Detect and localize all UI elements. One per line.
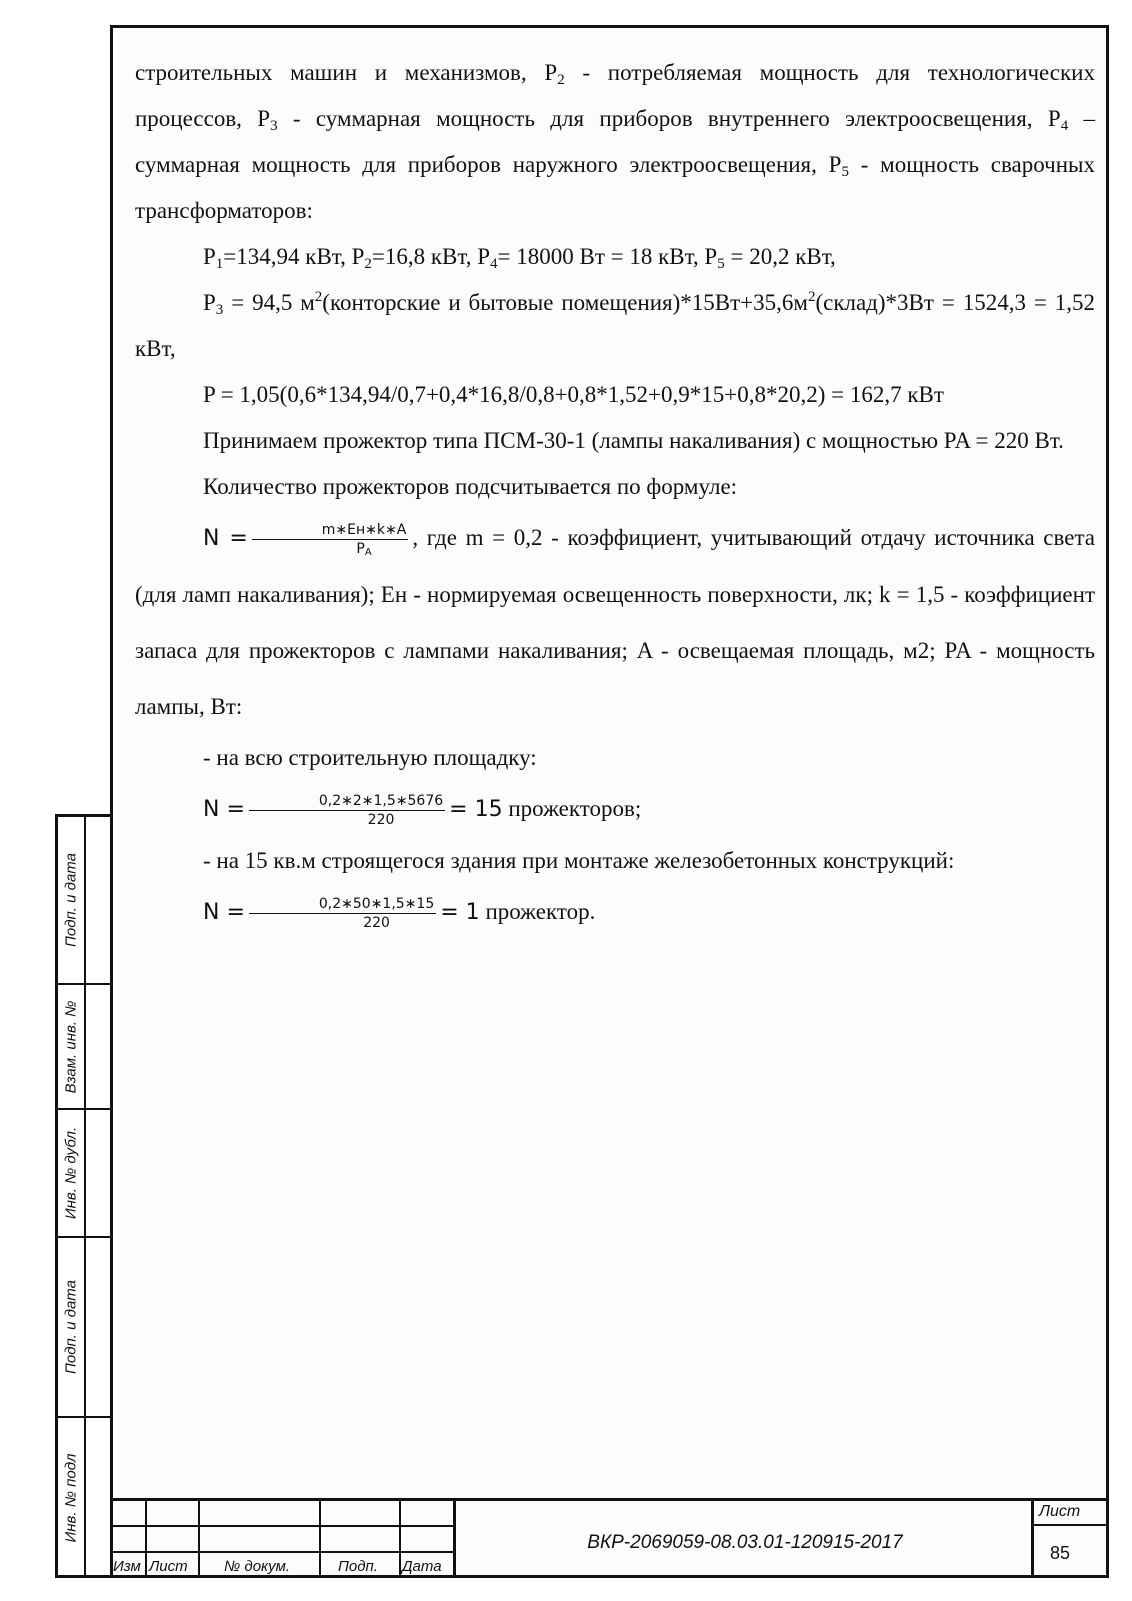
paragraph-p3: $P_3 = 94,5$ $м^2(конторские$ и бытовые $помещения)*15Вт+35,6м^2(склад)*3Вт = 1524,3 = 1,52$ кВт, xyxy=(135,289,1095,361)
stamp-list: Лист xyxy=(149,1558,188,1575)
paragraph-building: - на 15 кв.м строящегося здания при монтаже железобетонных конструкций: xyxy=(203,848,955,873)
side-stamp xyxy=(55,814,110,1578)
side-label: Подп. и дата xyxy=(62,853,80,947)
stamp-podp: Подп. xyxy=(338,1558,378,1575)
side-label: Взам. инв. № xyxy=(62,1000,80,1093)
paragraph-values: $P_1=134,94$ кВт, $P_2=16,8$ кВт, $P_4= 18000$ Вт = 18 кВт, $P_5 = 20,2$ кВт, xyxy=(203,244,836,272)
document-code: ВКР-2069059-08.03.01-120915-2017 xyxy=(587,1532,903,1553)
side-label: Инв. № дубл. xyxy=(62,1126,80,1220)
paragraph-formula-def: N = $\frac{m∗Eн∗k∗A}{P_A}$ , где m = 0,2 - коэффициент, учитывающий отдачу источника света (для ламп накаливания); Ен - нормируемая освещенность поверхности, лк; k = 1,5 - коэффициент запаса для прожекторов с лампами накаливания; A - освещаемая площадь, м2; PA - мощность лампы, Вт: xyxy=(135,522,1095,719)
formula-lhs: N = xyxy=(203,526,248,551)
side-cell-sign-date-2 xyxy=(58,1238,110,1418)
formula-site: N = $\frac{0,2∗2∗1,5∗5676}{220}$ = 15 прожекторов; xyxy=(203,793,642,829)
paragraph-total-power: P = 1,05(0,6*134,94/0,7+0,4*16,8/0,8+0,8*1,52+0,9*15+0,8*20,2) = 162,7 кВт xyxy=(203,382,944,407)
stamp-izm: Изм xyxy=(113,1558,141,1575)
side-cell-sign-date-1 xyxy=(58,817,110,985)
paragraph-site: - на всю строительную площадку: xyxy=(203,745,537,770)
stamp-doc: № докум. xyxy=(224,1558,291,1575)
side-cell-orig-inv xyxy=(58,1418,110,1578)
formula-fraction: $\frac{m∗Eн∗k∗A}{P_A}$ xyxy=(252,521,409,558)
document-body xyxy=(135,50,1095,941)
side-cell-dup-inv xyxy=(58,1110,110,1238)
paragraph-definitions: строительных машин и механизмов, $P_2$ - потребляемая мощность для технологических процессов, $P_3$ - суммарная мощность для приборов внутреннего электроосвещения, $P_4$ – суммарная мощность для приборов наружного электроосвещения, $P_5$ - мощность сварочных трансформаторов: xyxy=(135,60,1096,223)
side-cell-replace-inv xyxy=(58,985,110,1110)
paragraph-count-intro: Количество прожекторов подсчитывается по формуле: xyxy=(203,474,738,499)
side-label: Инв. № подл xyxy=(62,1453,80,1543)
stamp-sheet-number: 85 xyxy=(1050,1543,1071,1563)
side-label: Подп. и дата xyxy=(62,1280,80,1374)
formula-building: N = $\frac{0,2∗50∗1,5∗15}{220}$ = 1 прожектор. xyxy=(203,896,596,932)
stamp-sheet-label: Лист xyxy=(1039,1503,1081,1520)
paragraph-projector: Принимаем прожектор типа ПСМ-30-1 (лампы накаливания) с мощностью PA = 220 Вт. xyxy=(203,428,1064,453)
stamp-date: Дата xyxy=(402,1558,442,1575)
